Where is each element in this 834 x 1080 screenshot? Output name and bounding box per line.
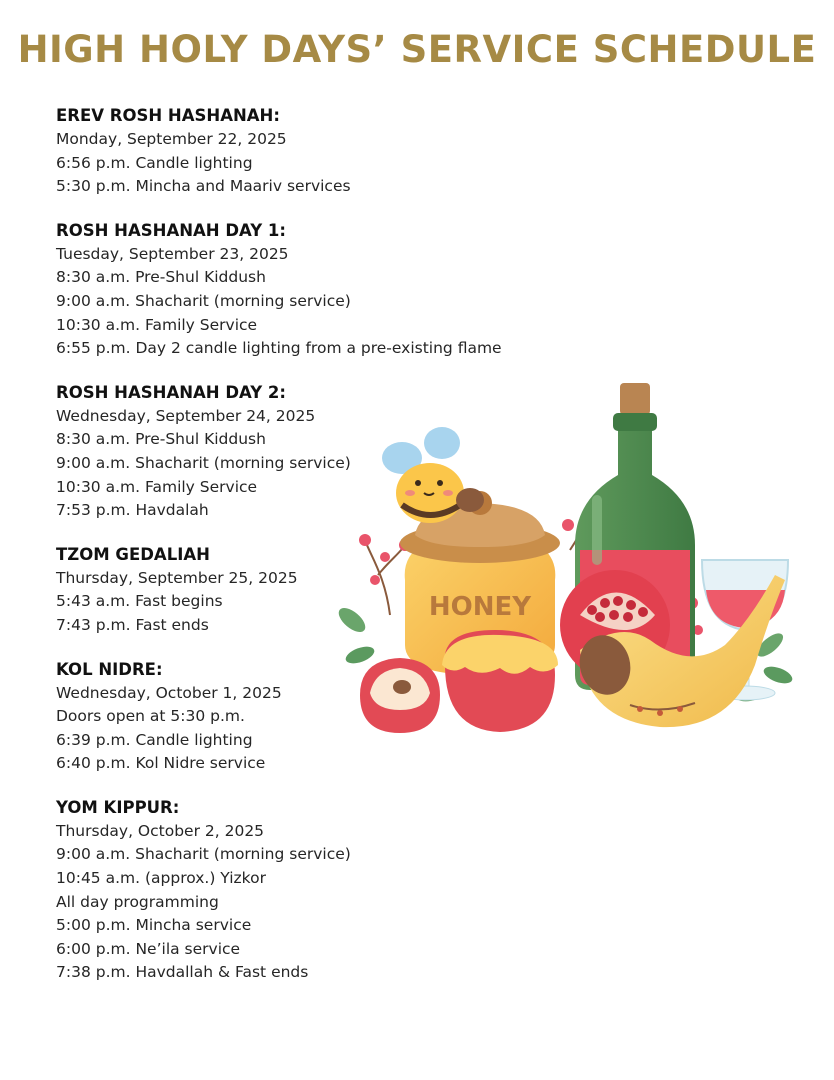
- section-line: 6:40 p.m. Kol Nidre service: [56, 754, 266, 773]
- section-heading: ROSH HASHANAH DAY 2:: [56, 382, 287, 402]
- section-line: Thursday, October 2, 2025: [56, 821, 265, 840]
- section-line: Thursday, September 25, 2025: [56, 568, 298, 587]
- section-line: 8:30 a.m. Pre-Shul Kiddush: [56, 268, 266, 287]
- section-line: 8:30 a.m. Pre-Shul Kiddush: [56, 430, 266, 449]
- section-line: Doors open at 5:30 p.m.: [56, 707, 245, 726]
- section-line: 5:43 a.m. Fast begins: [56, 592, 223, 611]
- section-line: Monday, September 22, 2025: [56, 130, 287, 148]
- section-line: 10:45 a.m. (approx.) Yizkor: [56, 869, 266, 888]
- section-line: 6:00 p.m. Ne’ila service: [56, 939, 241, 958]
- section-line: 6:39 p.m. Candle lighting: [56, 730, 253, 749]
- holiday-illustration: [330, 375, 800, 745]
- section-line: 7:38 p.m. Havdallah & Fast ends: [56, 963, 309, 982]
- page-title: HIGH HOLY DAYS’ SERVICE SCHEDULE: [17, 28, 817, 71]
- section-line: Wednesday, October 1, 2025: [56, 683, 282, 702]
- section-line: 7:53 p.m. Havdalah: [56, 501, 209, 520]
- section-rosh-hashanah-day-1: [56, 219, 616, 361]
- section-heading: YOM KIPPUR:: [56, 797, 180, 817]
- section-line: Wednesday, September 24, 2025: [56, 406, 316, 425]
- section-line: 6:56 p.m. Candle lighting: [56, 153, 253, 172]
- section-heading: TZOM GEDALIAH: [56, 544, 210, 564]
- section-line: 6:55 p.m. Day 2 candle lighting from a pre-existing flame: [56, 339, 502, 358]
- section-line: Tuesday, September 23, 2025: [56, 244, 289, 263]
- honey-label: HONEY: [428, 592, 532, 622]
- section-line: 9:00 a.m. Shacharit (morning service): [56, 291, 351, 310]
- section-erev-rosh-hashanah: [56, 104, 616, 199]
- section-heading: ROSH HASHANAH DAY 1:: [56, 220, 287, 240]
- section-line: 10:30 a.m. Family Service: [56, 315, 258, 334]
- section-line: 7:43 p.m. Fast ends: [56, 615, 209, 634]
- section-yom-kippur: [56, 796, 616, 985]
- section-line: 5:00 p.m. Mincha service: [56, 916, 252, 935]
- section-heading: EREV ROSH HASHANAH:: [56, 106, 280, 125]
- apple-icon: [360, 630, 558, 733]
- section-line: 10:30 a.m. Family Service: [56, 477, 258, 496]
- bee-icon: [382, 427, 484, 523]
- section-line: 9:00 a.m. Shacharit (morning service): [56, 845, 351, 864]
- section-line: All day programming: [56, 892, 219, 911]
- section-line: 9:00 a.m. Shacharit (morning service): [56, 453, 351, 472]
- section-heading: KOL NIDRE:: [56, 659, 163, 679]
- section-line: 5:30 p.m. Mincha and Maariv services: [56, 177, 351, 196]
